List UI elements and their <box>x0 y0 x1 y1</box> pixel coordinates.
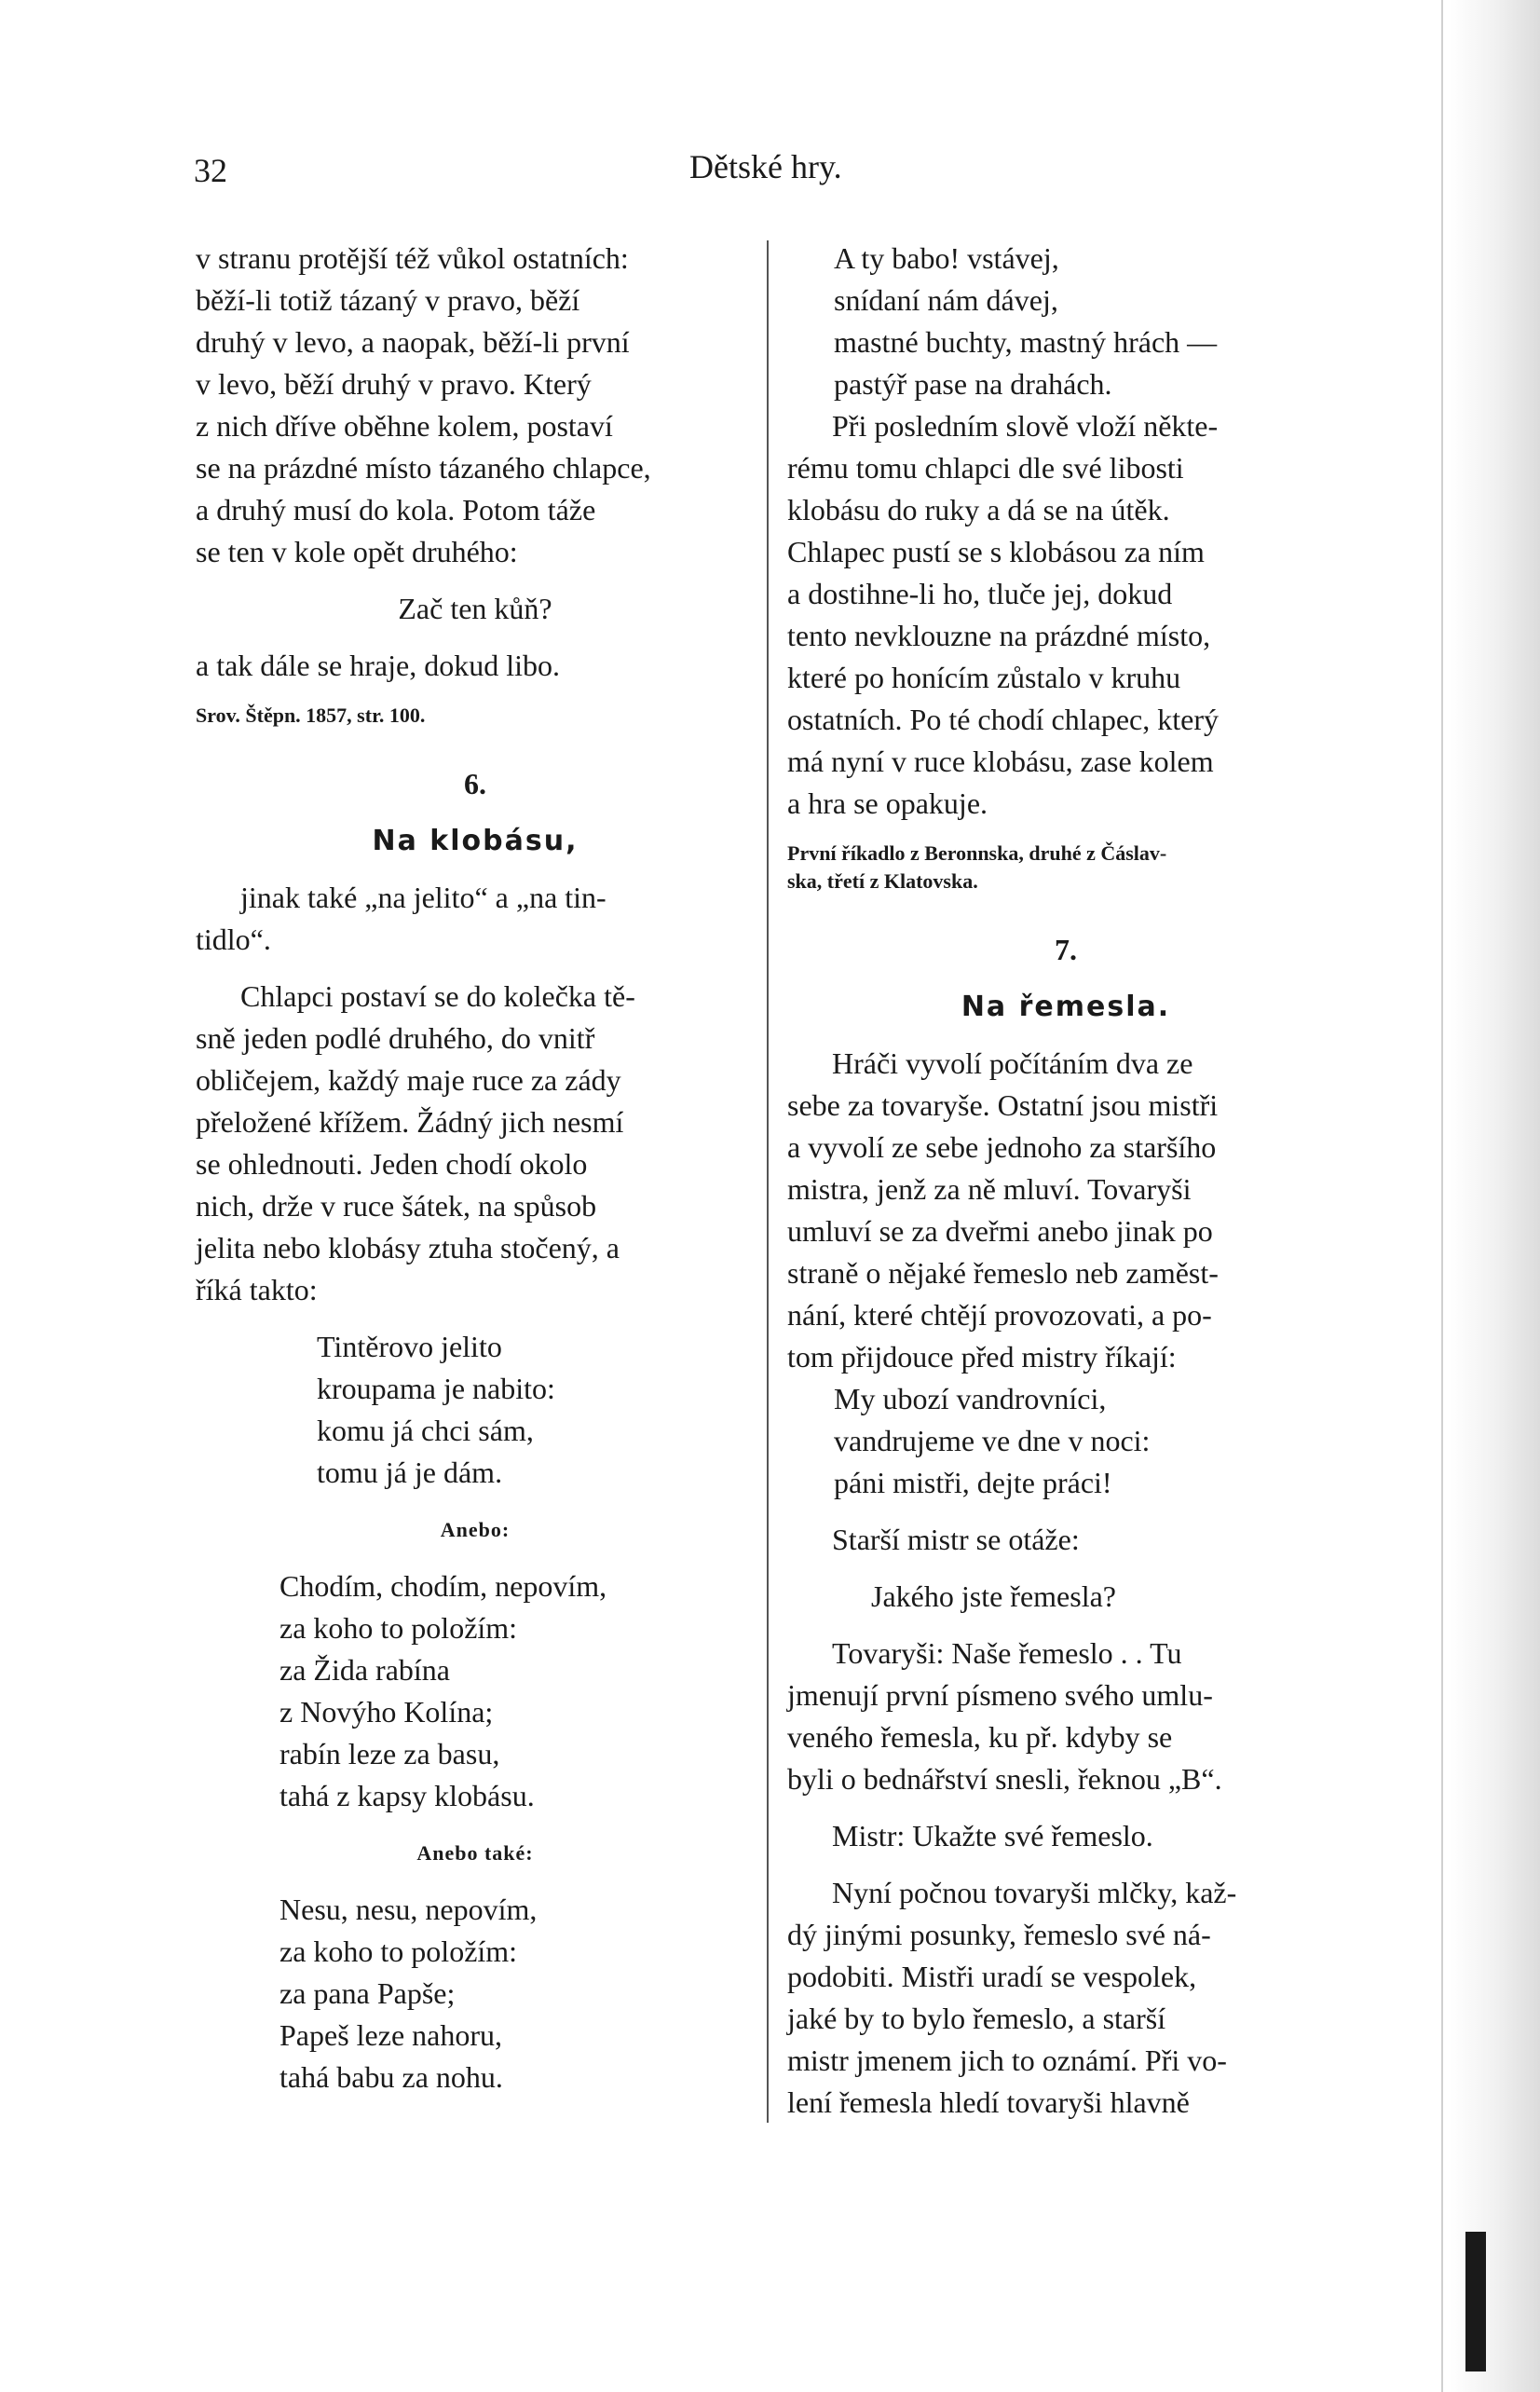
anebo-label: Anebo také: <box>416 1841 534 1865</box>
verse-line: komu já chci sám, <box>317 1414 534 1447</box>
text-line: mistra, jenž za ně mluví. Tovaryši <box>787 1172 1192 1206</box>
verse-line: rabín leze za basu, <box>279 1737 500 1770</box>
verse-line: za koho to položím: <box>279 1611 518 1645</box>
verse-line: snídaní nám dávej, <box>834 283 1058 317</box>
text-line: tom přijdouce před mistry říkají: <box>787 1340 1177 1374</box>
verse-line: A ty babo! vstávej, <box>834 241 1059 275</box>
verse-line: za pana Papše; <box>279 1976 456 2010</box>
running-head: Dětské hry. <box>689 148 842 185</box>
text-line: mistr jmenem jich to oznámí. Při vo- <box>787 2043 1227 2077</box>
verse-line: Tintěrovo jelito <box>317 1330 502 1363</box>
text-line: které po honícím zůstalo v kruhu <box>787 661 1181 694</box>
text-line: rému tomu chlapci dle své libosti <box>787 451 1184 485</box>
text-line: Chlapci postaví se do kolečka tě- <box>240 979 635 1013</box>
subtitle-line: jinak také „na jelito“ a „na tin- <box>240 881 606 914</box>
text-line: jmenují první písmeno svého umlu- <box>787 1678 1213 1712</box>
text-line: má nyní v ruce klobásu, zase kolem <box>787 745 1214 778</box>
text-line: byli o bednářství snesli, řeknou „B“. <box>787 1762 1222 1796</box>
verse-line: vandrujeme ve dne v noci: <box>834 1424 1151 1457</box>
text-line: Starší mistr se otáže: <box>832 1523 1080 1556</box>
subtitle-line: tidlo“. <box>196 923 271 956</box>
reference-note: Srov. Štěpn. 1857, str. 100. <box>196 704 426 727</box>
question-line: Zač ten kůň? <box>398 592 552 625</box>
text-line: běží-li totiž tázaný v pravo, běží <box>196 283 580 317</box>
section-number: 7. <box>1055 933 1077 966</box>
column-divider <box>767 240 769 2123</box>
anebo-label: Anebo: <box>440 1518 511 1541</box>
text-line: sebe za tovaryše. Ostatní jsou mistři <box>787 1088 1219 1122</box>
text-line: Chlapec pustí se s klobásou za ním <box>787 535 1205 568</box>
verse-line: tomu já je dám. <box>317 1456 503 1489</box>
page-edge-line <box>1441 0 1443 2392</box>
right-column <box>787 238 1344 2124</box>
text-line: se ohlednouti. Jeden chodí okolo <box>196 1147 588 1181</box>
verse-line: kroupama je nabito: <box>317 1372 555 1405</box>
verse-line: My ubozí vandrovníci, <box>834 1382 1107 1415</box>
page-edge <box>1451 0 1540 2392</box>
text-line: umluví se za dveřmi anebo jinak po <box>787 1214 1213 1248</box>
text-line: v stranu protější též vůkol ostatních: <box>196 241 629 275</box>
text-line: dý jinými posunky, řemeslo své ná- <box>787 1918 1211 1951</box>
bookmark-strip <box>1465 2232 1486 2371</box>
verse-line: Papeš leze nahoru, <box>279 2018 503 2052</box>
verse-line: pastýř pase na drahách. <box>834 367 1112 401</box>
text-line: straně o nějaké řemeslo neb zaměst- <box>787 1256 1219 1290</box>
section-title: Na řemesla. <box>961 991 1171 1023</box>
text-line: a vyvolí ze sebe jednoho za staršího <box>787 1130 1217 1164</box>
reference-note: ska, třetí z Klatovska. <box>787 869 978 893</box>
text-line: sně jeden podlé druhého, do vnitř <box>196 1021 595 1055</box>
text-line: druhý v levo, a naopak, běží-li první <box>196 325 630 359</box>
verse-line: mastné buchty, mastný hrách — <box>834 325 1218 359</box>
verse-line: tahá babu za nohu. <box>279 2060 503 2094</box>
section-number: 6. <box>464 767 486 800</box>
text-line: nich, drže v ruce šátek, na spůsob <box>196 1189 597 1223</box>
text-line: říká takto: <box>196 1273 318 1306</box>
text-line: obličejem, každý maje ruce za zády <box>196 1063 621 1097</box>
text-line: jaké by to bylo řemeslo, a starší <box>787 2002 1166 2035</box>
text-line: ostatních. Po té chodí chlapec, který <box>787 703 1219 736</box>
text-line: podobiti. Mistři uradí se vespolek, <box>787 1960 1197 1993</box>
text-line: jelita nebo klobásy ztuha stočený, a <box>196 1231 620 1264</box>
verse-line: páni mistři, dejte práci! <box>834 1466 1112 1499</box>
text-line: Nyní počnou tovaryši mlčky, kaž- <box>832 1876 1237 1909</box>
verse-line: z Novýho Kolína; <box>279 1695 494 1729</box>
text-line: klobásu do ruky a dá se na útěk. <box>787 493 1170 526</box>
text-line: se na prázdné místo tázaného chlapce, <box>196 451 651 485</box>
text-line: přeložené křížem. Žádný jich nesmí <box>196 1105 624 1139</box>
text-line: a hra se opakuje. <box>787 786 988 820</box>
page-number: 32 <box>194 152 227 189</box>
text-line: veného řemesla, ku př. kdyby se <box>787 1720 1173 1754</box>
text-line: Tovaryši: Naše řemeslo . . Tu <box>832 1636 1182 1670</box>
text-line: a dostihne-li ho, tluče jej, dokud <box>787 577 1173 610</box>
verse-line: za koho to položím: <box>279 1934 518 1968</box>
text-line: a tak dále se hraje, dokud libo. <box>196 649 560 682</box>
text-line: Při posledním slově vloží někte- <box>832 409 1219 443</box>
verse-line: Nesu, nesu, nepovím, <box>279 1893 538 1926</box>
text-line: se ten v kole opět druhého: <box>196 535 518 568</box>
section-title: Na klobásu, <box>372 825 579 857</box>
text-line: Hráči vyvolí počítáním dva ze <box>832 1046 1193 1080</box>
reference-note: První říkadlo z Beronnska, druhé z Čáslav- <box>787 841 1167 865</box>
text-line: lení řemesla hledí tovaryši hlavně <box>787 2085 1190 2119</box>
text-line: a druhý musí do kola. Potom táže <box>196 493 596 526</box>
verse-line: za Žida rabína <box>279 1653 450 1687</box>
verse-line: Chodím, chodím, nepovím, <box>279 1569 607 1603</box>
question-line: Jakého jste řemesla? <box>871 1579 1116 1613</box>
text-line: nání, které chtějí provozovati, a po- <box>787 1298 1212 1332</box>
text-line: z nich dříve oběhne kolem, postaví <box>196 409 613 443</box>
text-line: v levo, běží druhý v pravo. Který <box>196 367 592 401</box>
text-line: tento nevklouzne na prázdné místo, <box>787 619 1211 652</box>
text-line: Mistr: Ukažte své řemeslo. <box>832 1819 1153 1852</box>
left-column <box>196 238 755 2098</box>
verse-line: tahá z kapsy klobásu. <box>279 1779 535 1812</box>
